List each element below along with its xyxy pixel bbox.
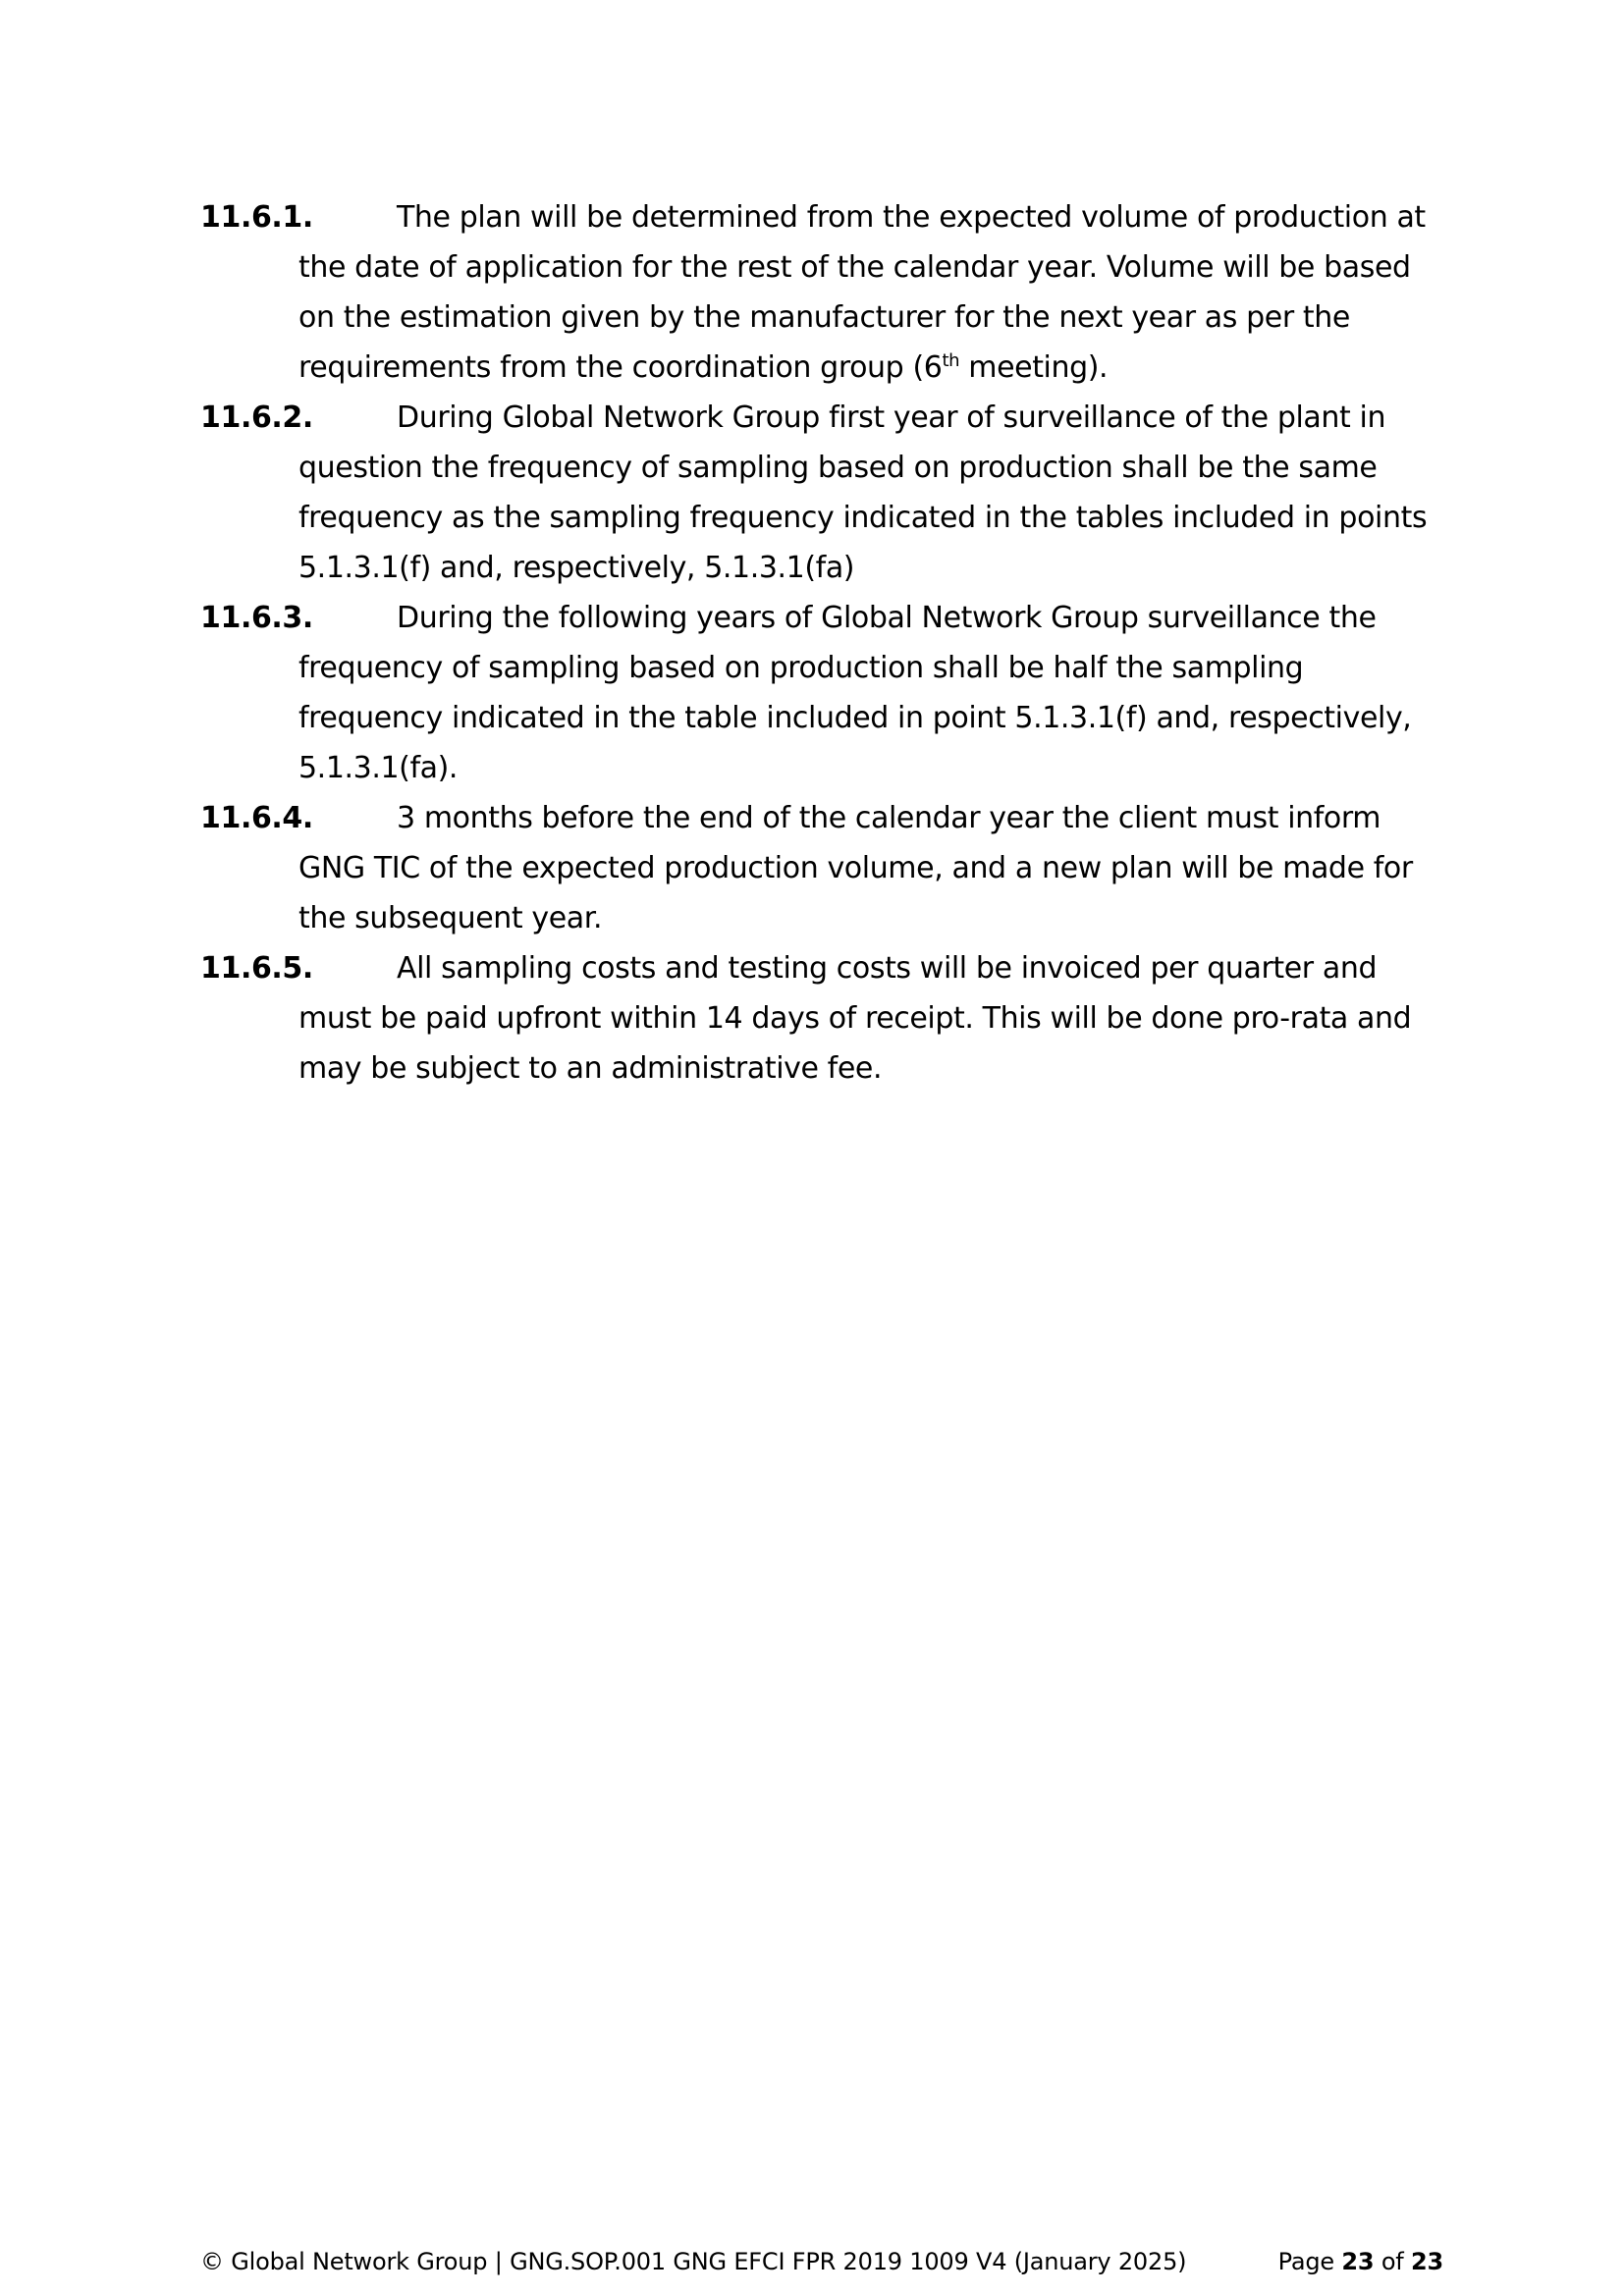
total-pages: 23	[1411, 2248, 1443, 2275]
clause-number: 11.6.4.	[200, 801, 313, 835]
clause-number: 11.6.5.	[200, 951, 313, 986]
superscript: th	[942, 350, 960, 371]
clause-text: All sampling costs and testing costs will be invoiced per quarter and must be paid upfront within 14 days of receipt. This will be done pro-rata and may be subject to an administrative fee.	[298, 951, 1412, 1086]
document-body	[200, 192, 1443, 1094]
page-number: Page 23 of 23	[1277, 2248, 1443, 2275]
clause-text: During the following years of Global Network Group surveillance the frequency of sampling based on production shall be half the sampling frequency indicated in the table included in point 5.1.3.1(f) and, respectively, 5.1.3.1(fa).	[298, 601, 1412, 785]
clause-number: 11.6.3.	[200, 601, 313, 635]
clause-text: During Global Network Group first year of surveillance of the plant in question the frequency of sampling based on production shall be the same frequency as the sampling frequency indicated in the tables included in points 5.1.3.1(f) and, respectively, 5.1.3.1(fa)	[298, 400, 1428, 585]
clause-11-6-5	[200, 943, 1443, 1094]
current-page: 23	[1341, 2248, 1375, 2275]
clause-11-6-3	[200, 593, 1443, 793]
clause-text: 3 months before the end of the calendar year the client must inform GNG TIC of the expected production volume, and a new plan will be made for the subsequent year.	[298, 801, 1413, 935]
clause-text: The plan will be determined from the expected volume of production at the date of application for the rest of the calendar year. Volume will be based on the estimation given by the manufacturer for the next year as per the requirements from the coordination group (6th meeting).	[298, 200, 1426, 385]
clause-11-6-2	[200, 393, 1443, 593]
footer-copyright: © Global Network Group | GNG.SOP.001 GNG EFCI FPR 2019 1009 V4 (January 2025)	[200, 2248, 1187, 2275]
page-footer	[200, 2246, 1443, 2277]
clause-number: 11.6.2.	[200, 400, 313, 435]
clause-11-6-4	[200, 793, 1443, 943]
clause-11-6-1	[200, 192, 1443, 393]
clause-number: 11.6.1.	[200, 200, 313, 235]
